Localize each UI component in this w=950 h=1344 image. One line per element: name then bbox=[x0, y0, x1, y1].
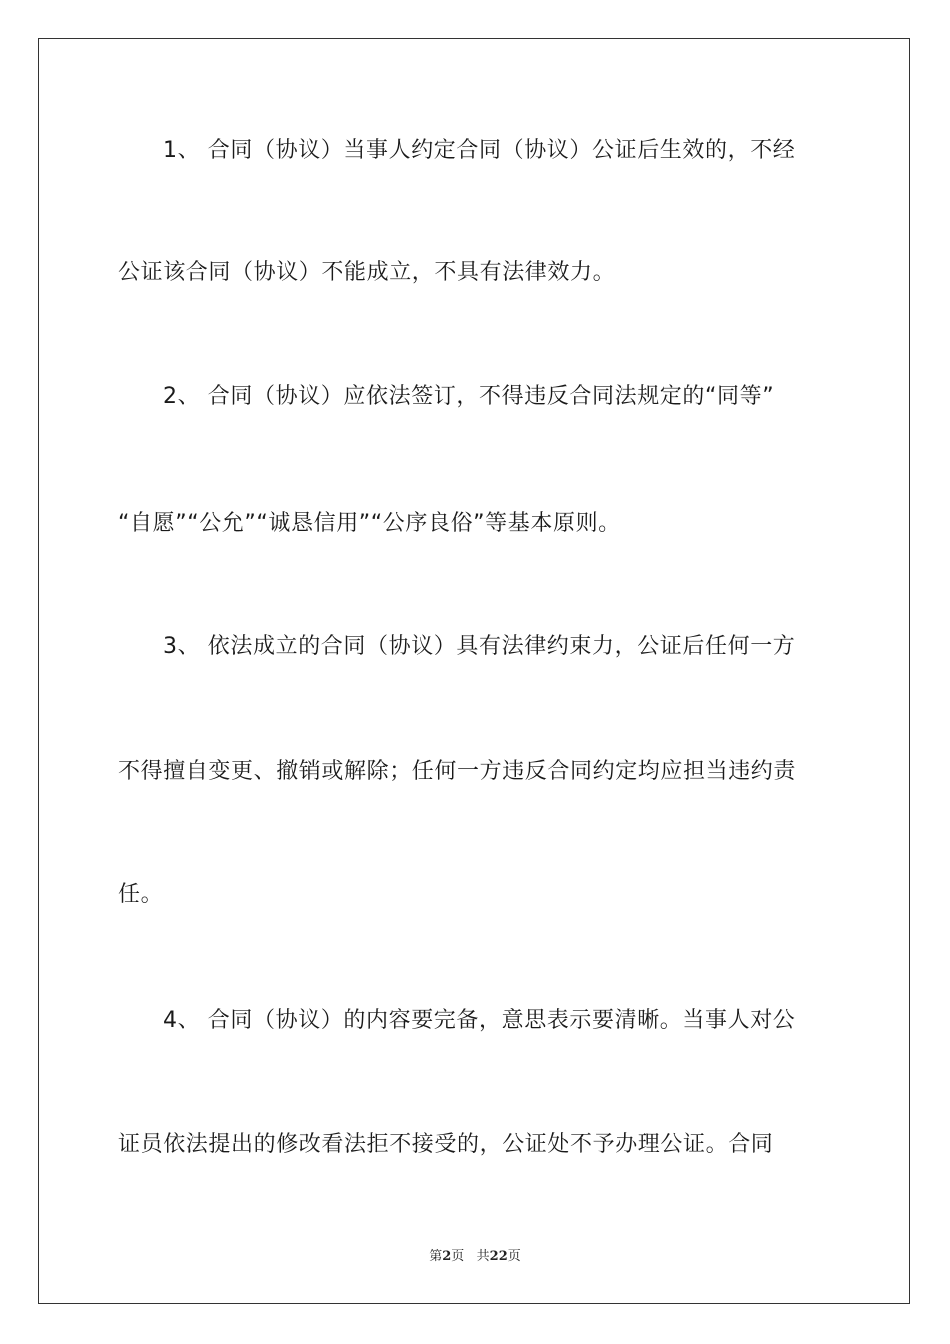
paragraph-4-line-1: 4、 合同（协议）的内容要完备，意思表示要清晰。当事人对公 bbox=[163, 1008, 796, 1033]
paragraph-4-line-2: 证员依法提出的修改看法拒不接受的，公证处不予办理公证。合同 bbox=[118, 1132, 774, 1157]
paragraph-3-line-2: 不得擅自变更、撤销或解除；任何一方违反合同约定均应担当违约责 bbox=[118, 759, 797, 784]
paragraph-1-line-1: 1、 合同（协议）当事人约定合同（协议）公证后生效的，不经 bbox=[163, 138, 796, 163]
page-border bbox=[38, 38, 910, 1304]
footer-mid: 页 共 bbox=[451, 1249, 490, 1264]
paragraph-2-line-2: “自愿”“公允”“诚恳信用”“公序良俗”等基本原则。 bbox=[118, 511, 621, 536]
current-page-number: 2 bbox=[442, 1249, 452, 1264]
page-footer bbox=[0, 1245, 950, 1264]
footer-suffix: 页 bbox=[507, 1249, 521, 1264]
footer-prefix: 第 bbox=[429, 1249, 443, 1264]
paragraph-3-line-1: 3、 依法成立的合同（协议）具有法律约束力，公证后任何一方 bbox=[163, 634, 796, 659]
paragraph-3-line-3: 任。 bbox=[118, 882, 164, 907]
paragraph-1-line-2: 公证该合同（协议）不能成立，不具有法律效力。 bbox=[118, 260, 616, 285]
paragraph-2-line-1: 2、 合同（协议）应依法签订，不得违反合同法规定的“同等” bbox=[163, 384, 775, 409]
total-page-count: 22 bbox=[489, 1249, 508, 1264]
